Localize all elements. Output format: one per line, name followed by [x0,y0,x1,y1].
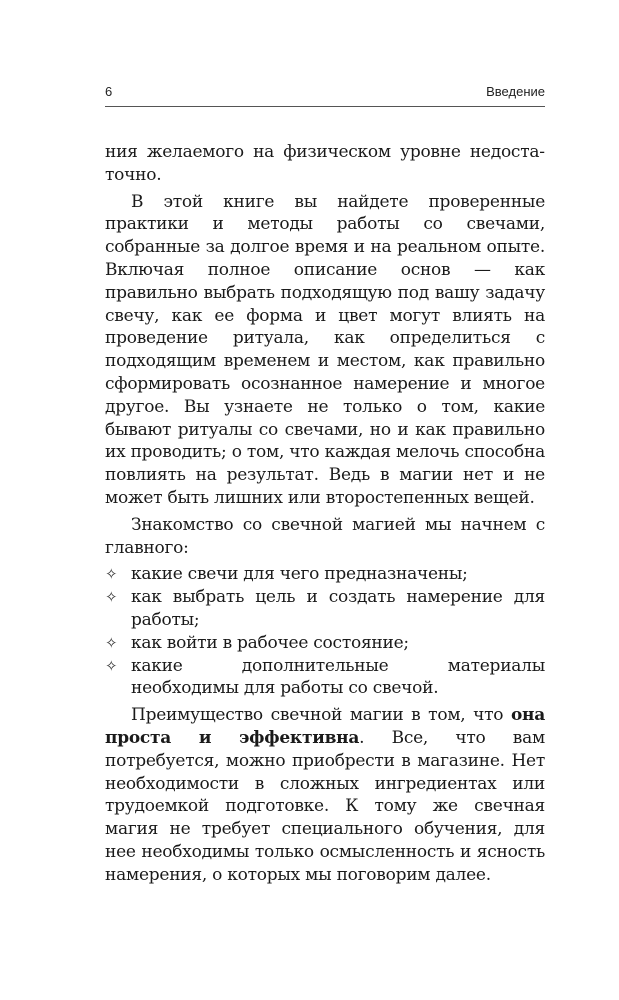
advantage-text-end: . Все, что вам потребуется, можно приобрести в магазине. Нет необходимости в сложных ингредиентах или трудоемкой подготовке. К тому же свечная магия не требует специального обучения, для нее необходимы только осмысленность и ясность намерения, о которых мы поговорим далее. [105,727,545,885]
four-pointed-star-outline-icon: ✧ [105,656,118,675]
advantage-text-start: Преимущество свечной магии в том, что [131,705,511,726]
body-text [105,141,545,891]
list-item [105,586,545,632]
advantage-emphasis: она проста и эффективна [105,705,545,748]
paragraph-continuation: ния желаемого на физическом уровне недостаточно. [105,142,545,185]
list-item-text: как войти в рабочее состояние; [131,632,409,653]
paragraph-advantage [105,704,545,886]
topics-list [105,563,545,700]
paragraph-list-lead: Знакомство со свечной магией мы начнем с главного: [105,514,545,558]
paragraph-intro: В этой книге вы найдете проверенные практики и методы работы со свечами, собранные за долгое время и на реальном опыте. Включая полное описание основ — как правильно выбрать подходящую под вашу задачу свечу, как ее форма и цвет могут влиять на проведение ритуала, как определиться с подходящим временем и местом, как правильно сформировать осознанное намерение и многое другое. Вы узнаете не только о том, какие бывают ритуалы со свечами, но и как правильно их проводить; о том, что каждая мелочь способна повлиять на результат. Ведь в магии нет и не может быть лишних или второстепенных вещей. [105,191,545,508]
list-item [105,655,545,701]
running-title: Введение [486,84,545,99]
list-item [105,563,545,586]
four-pointed-star-outline-icon: ✧ [105,633,118,652]
list-item-text: какие дополнительные материалы необходимы для работы со свечой. [131,655,545,699]
header-divider [105,106,545,107]
page-header [105,80,545,104]
list-item [105,632,545,655]
page-number: 6 [105,84,113,99]
list-item-text: какие свечи для чего предназначены; [131,564,468,585]
list-item-text: как выбрать цель и создать намерение для работы; [131,587,545,630]
four-pointed-star-outline-icon: ✧ [105,588,118,607]
four-pointed-star-outline-icon: ✧ [105,565,118,584]
